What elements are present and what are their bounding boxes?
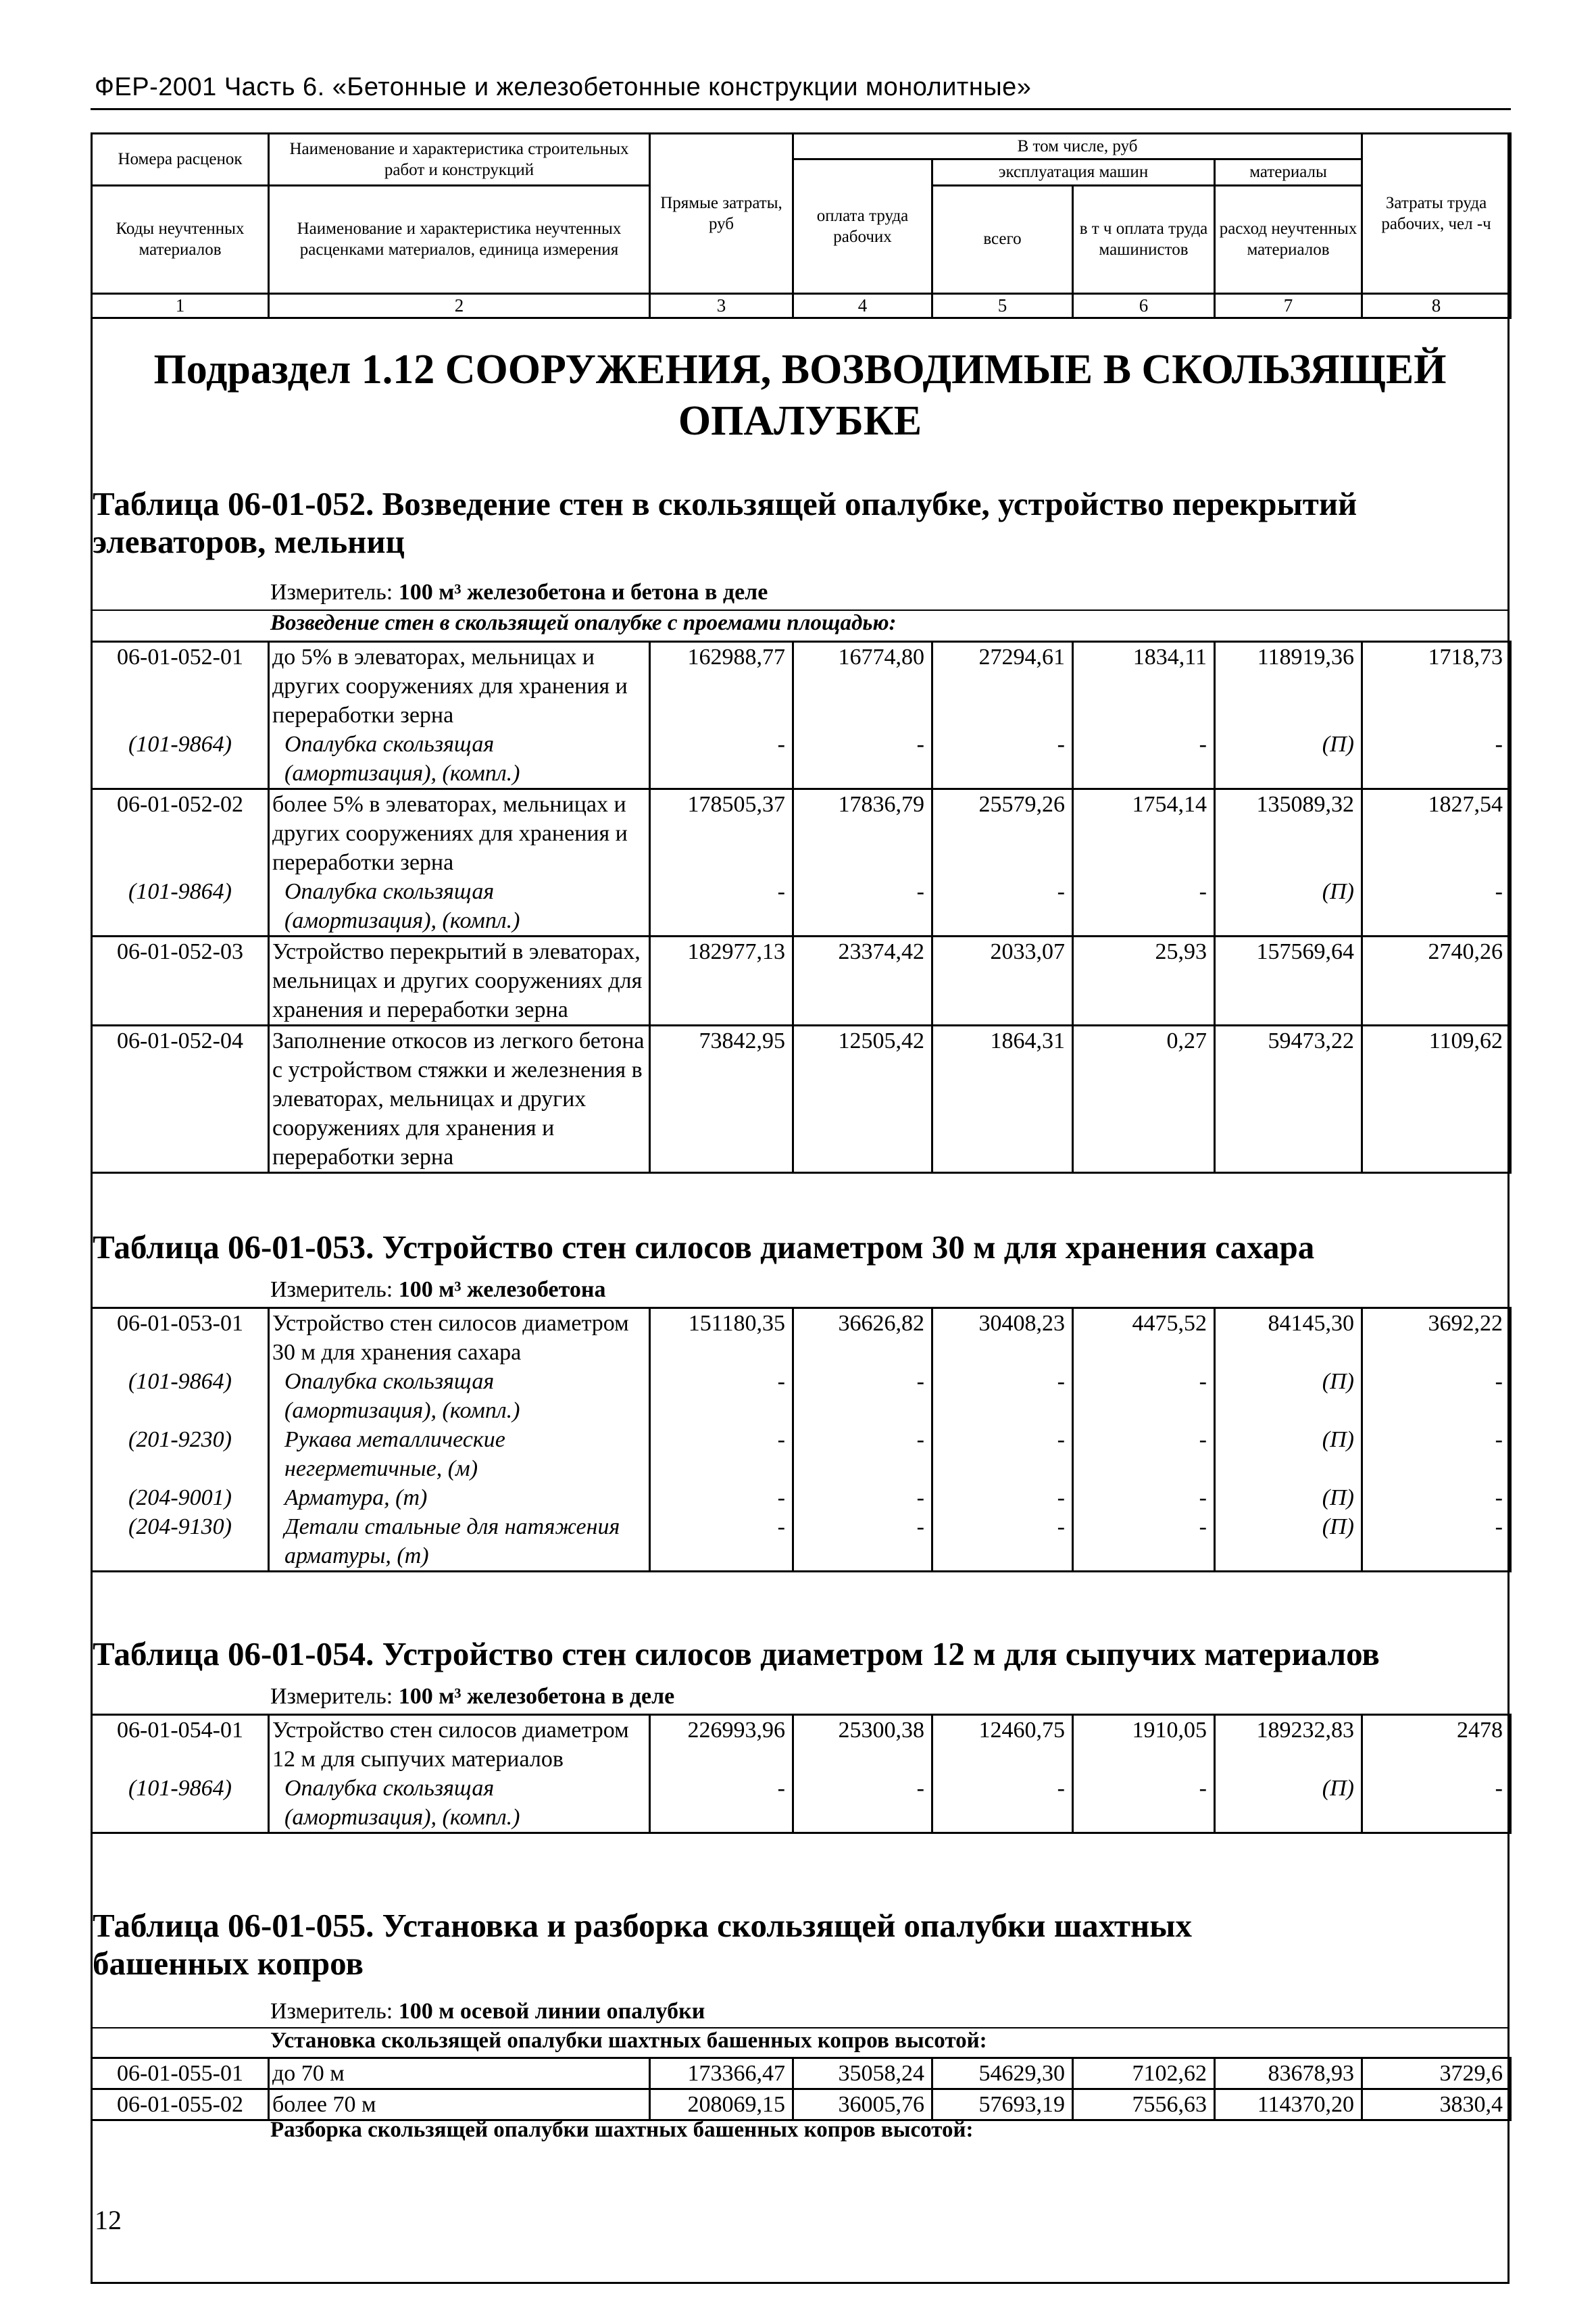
col6-head: в т ч оплата труда машинистов [1073,185,1215,293]
machines-head: эксплуатация машин [932,159,1215,185]
col1-head-b: Коды неучтенных материалов [92,185,269,293]
col-num: 7 [1215,293,1362,318]
table-row [92,1774,1511,1833]
machinist-pay: 7102,62 [1073,2058,1215,2089]
direct-cost: 208069,15 [650,2089,793,2120]
machines-total: - [932,877,1073,937]
machinist-pay: - [1073,1774,1215,1833]
direct-cost: - [650,877,793,937]
labor-pay: 25300,38 [793,1715,932,1774]
subdivision-title: Подраздел 1.12 СООРУЖЕНИЯ, ВОЗВОДИМЫЕ В СКОЛЬЗЯЩЕЙ ОПАЛУБКЕ [153,347,1447,444]
col-num: 6 [1073,293,1215,318]
rate-code: (101-9864) [92,1367,269,1425]
direct-cost: 173366,47 [650,2058,793,2089]
col3-head: Прямые затраты, руб [650,134,793,294]
materials-cost: 84145,30 [1215,1308,1362,1368]
direct-cost: - [650,1483,793,1512]
table-row [92,1308,1511,1368]
table-055-title: Таблица 06-01-055. Установка и разборка скользящей опалубки шахтных башенных копров [93,1907,1192,1983]
table-row [92,2058,1511,2089]
rate-code: 06-01-052-01 [92,642,269,730]
row-name: до 5% в элеваторах, мельницах и других сооружениях для хранения и переработки зерна [269,642,650,730]
materials-cost: (П) [1215,1367,1362,1425]
table-row [92,730,1511,789]
machinist-pay: 1754,14 [1073,789,1215,878]
row-name: Рукава металлические негерметичные, (м) [269,1425,650,1483]
labor-hours: 1109,62 [1362,1026,1511,1173]
rate-code: 06-01-052-03 [92,937,269,1026]
machinist-pay: - [1073,1512,1215,1572]
rate-code: (204-9001) [92,1483,269,1512]
machines-total: - [932,1774,1073,1833]
table-row [92,642,1511,730]
labor-hours: 2478 [1362,1715,1511,1774]
labor-pay: 36005,76 [793,2089,932,2120]
col2-head-a: Наименование и характеристика строительных работ и конструкций [269,134,650,186]
machinist-pay: 7556,63 [1073,2089,1215,2120]
table-052-group: Возведение стен в скользящей опалубке с проемами площадью: [270,611,897,635]
row-name: до 70 м [269,2058,650,2089]
machinist-pay: 1910,05 [1073,1715,1215,1774]
machines-total: 25579,26 [932,789,1073,878]
table-row [92,1715,1511,1774]
row-name: Опалубка скользящая (амортизация), (компл.) [269,877,650,937]
machines-total: - [932,1425,1073,1483]
direct-cost: - [650,1774,793,1833]
machines-total: 30408,23 [932,1308,1073,1368]
labor-pay: - [793,1774,932,1833]
machinist-pay: 4475,52 [1073,1308,1215,1368]
labor-hours: - [1362,1512,1511,1572]
labor-hours: - [1362,1425,1511,1483]
materials-cost: 118919,36 [1215,642,1362,730]
table-055 [91,2057,1512,2121]
labor-hours: - [1362,1774,1511,1833]
materials-cost: (П) [1215,1512,1362,1572]
col1-head-a: Номера расценок [92,134,269,186]
materials-cost: 157569,64 [1215,937,1362,1026]
rate-code: 06-01-052-04 [92,1026,269,1173]
machines-total: - [932,730,1073,789]
direct-cost: 73842,95 [650,1026,793,1173]
labor-hours: - [1362,1483,1511,1512]
machines-total: 54629,30 [932,2058,1073,2089]
rate-code: 06-01-055-01 [92,2058,269,2089]
machines-total: 12460,75 [932,1715,1073,1774]
labor-pay: 36626,82 [793,1308,932,1368]
direct-cost: - [650,1367,793,1425]
col8-head: Затраты труда рабочих, чел -ч [1362,134,1511,294]
labor-pay: 17836,79 [793,789,932,878]
row-name: Устройство стен силосов диаметром 12 м для сыпучих материалов [269,1715,650,1774]
labor-pay: - [793,1425,932,1483]
direct-cost: - [650,730,793,789]
machinist-pay: - [1073,877,1215,937]
materials-cost: 83678,93 [1215,2058,1362,2089]
table-row [92,1367,1511,1425]
table-053-title: Таблица 06-01-053. Устройство стен силосов диаметром 30 м для хранения сахара [93,1228,1315,1266]
table-052 [91,641,1512,1174]
row-name: Опалубка скользящая (амортизация), (компл.) [269,1367,650,1425]
rate-code: (101-9864) [92,1774,269,1833]
labor-hours: - [1362,877,1511,937]
labor-pay: - [793,730,932,789]
labor-pay: 35058,24 [793,2058,932,2089]
labor-pay: - [793,1512,932,1572]
machinist-pay: - [1073,1425,1215,1483]
machines-total: - [932,1367,1073,1425]
table-053 [91,1307,1512,1572]
labor-pay: 12505,42 [793,1026,932,1173]
direct-cost: - [650,1425,793,1483]
col5-head: всего [932,185,1073,293]
table-row [92,1483,1511,1512]
row-name: Устройство стен силосов диаметром 30 м для хранения сахара [269,1308,650,1368]
table-054 [91,1714,1512,1834]
materials-cost: 189232,83 [1215,1715,1362,1774]
col-num: 2 [269,293,650,318]
row-name: более 5% в элеваторах, мельницах и других сооружениях для хранения и переработки зерна [269,789,650,878]
row-name: Опалубка скользящая (амортизация), (компл.) [269,730,650,789]
table-row [92,1425,1511,1483]
materials-cost: 59473,22 [1215,1026,1362,1173]
page-number: 12 [95,2205,122,2235]
col2-head-b: Наименование и характеристика неучтенных расценками материалов, единица измерения [269,185,650,293]
row-name: Опалубка скользящая (амортизация), (компл.) [269,1774,650,1833]
labor-hours: 3692,22 [1362,1308,1511,1368]
col-num: 4 [793,293,932,318]
materials-cost: (П) [1215,1483,1362,1512]
machines-total: - [932,1512,1073,1572]
header-rule [91,108,1511,110]
table-052-title: Таблица 06-01-052. Возведение стен в скользящей опалубке, устройство перекрытий элеваторов, мельниц [93,485,1357,561]
machinist-pay: 1834,11 [1073,642,1215,730]
table-054-measure: Измеритель: 100 м³ железобетона в деле [270,1684,675,1709]
machines-total: - [932,1483,1073,1512]
rate-code: 06-01-053-01 [92,1308,269,1368]
materials-cost: (П) [1215,1774,1362,1833]
direct-cost: 162988,77 [650,642,793,730]
col4-head: оплата труда рабочих [793,159,932,293]
table-055-group-dismantle: Разборка скользящей опалубки шахтных башенных копров высотой: [270,2118,974,2142]
table-055-group-install: Установка скользящей опалубки шахтных башенных копров высотой: [270,2028,987,2053]
machines-total: 27294,61 [932,642,1073,730]
labor-pay: - [793,877,932,937]
labor-pay: 16774,80 [793,642,932,730]
direct-cost: 178505,37 [650,789,793,878]
labor-hours: 3830,4 [1362,2089,1511,2120]
rate-code: (201-9230) [92,1425,269,1483]
table-053-measure: Измеритель: 100 м³ железобетона [270,1277,606,1302]
direct-cost: 182977,13 [650,937,793,1026]
rate-code: 06-01-054-01 [92,1715,269,1774]
labor-pay: 23374,42 [793,937,932,1026]
materials-head: материалы [1215,159,1362,185]
direct-cost: - [650,1512,793,1572]
rate-code: (101-9864) [92,877,269,937]
rate-code: (204-9130) [92,1512,269,1572]
table-055-measure: Измеритель: 100 м осевой линии опалубки [270,1999,705,2024]
machines-total: 1864,31 [932,1026,1073,1173]
materials-cost: (П) [1215,730,1362,789]
column-header [91,132,1512,319]
machinist-pay: - [1073,1483,1215,1512]
table-052-measure: Измеритель: 100 м³ железобетона и бетона в деле [270,580,768,605]
machinist-pay: 25,93 [1073,937,1215,1026]
labor-hours: - [1362,730,1511,789]
labor-hours: 3729,6 [1362,2058,1511,2089]
materials-cost: 135089,32 [1215,789,1362,878]
direct-cost: 151180,35 [650,1308,793,1368]
col-num: 8 [1362,293,1511,318]
table-row [92,1512,1511,1572]
table-row [92,789,1511,878]
table-row [92,2089,1511,2120]
machines-total: 57693,19 [932,2089,1073,2120]
labor-hours: 1718,73 [1362,642,1511,730]
materials-cost: (П) [1215,877,1362,937]
machines-total: 2033,07 [932,937,1073,1026]
table-row [92,1026,1511,1173]
direct-cost: 226993,96 [650,1715,793,1774]
labor-hours: 1827,54 [1362,789,1511,878]
col-num: 1 [92,293,269,318]
row-name: Арматура, (т) [269,1483,650,1512]
page-header: ФЕР-2001 Часть 6. «Бетонные и железобетонные конструкции монолитные» [95,73,1032,101]
rate-code: 06-01-052-02 [92,789,269,878]
row-name: Детали стальные для натяжения арматуры, (т) [269,1512,650,1572]
rate-code: 06-01-055-02 [92,2089,269,2120]
rate-code: (101-9864) [92,730,269,789]
machinist-pay: 0,27 [1073,1026,1215,1173]
labor-hours: 2740,26 [1362,937,1511,1026]
labor-pay: - [793,1483,932,1512]
labor-hours: - [1362,1367,1511,1425]
materials-cost: (П) [1215,1425,1362,1483]
materials-cost: 114370,20 [1215,2089,1362,2120]
row-name: Устройство перекрытий в элеваторах, мельницах и других сооружениях для хранения и переработки зерна [269,937,650,1026]
row-name: Заполнение откосов из легкого бетона с устройством стяжки и железнения в элеваторах, мельницах и других сооружениях для хранения и переработки зерна [269,1026,650,1173]
row-name: более 70 м [269,2089,650,2120]
col-num: 5 [932,293,1073,318]
table-row [92,937,1511,1026]
col7-head: расход неучтенных материалов [1215,185,1362,293]
labor-pay: - [793,1367,932,1425]
machinist-pay: - [1073,1367,1215,1425]
machinist-pay: - [1073,730,1215,789]
table-row [92,877,1511,937]
incl-head: В том числе, руб [793,134,1362,159]
table-054-title: Таблица 06-01-054. Устройство стен силосов диаметром 12 м для сыпучих материалов [93,1635,1380,1672]
col-num: 3 [650,293,793,318]
